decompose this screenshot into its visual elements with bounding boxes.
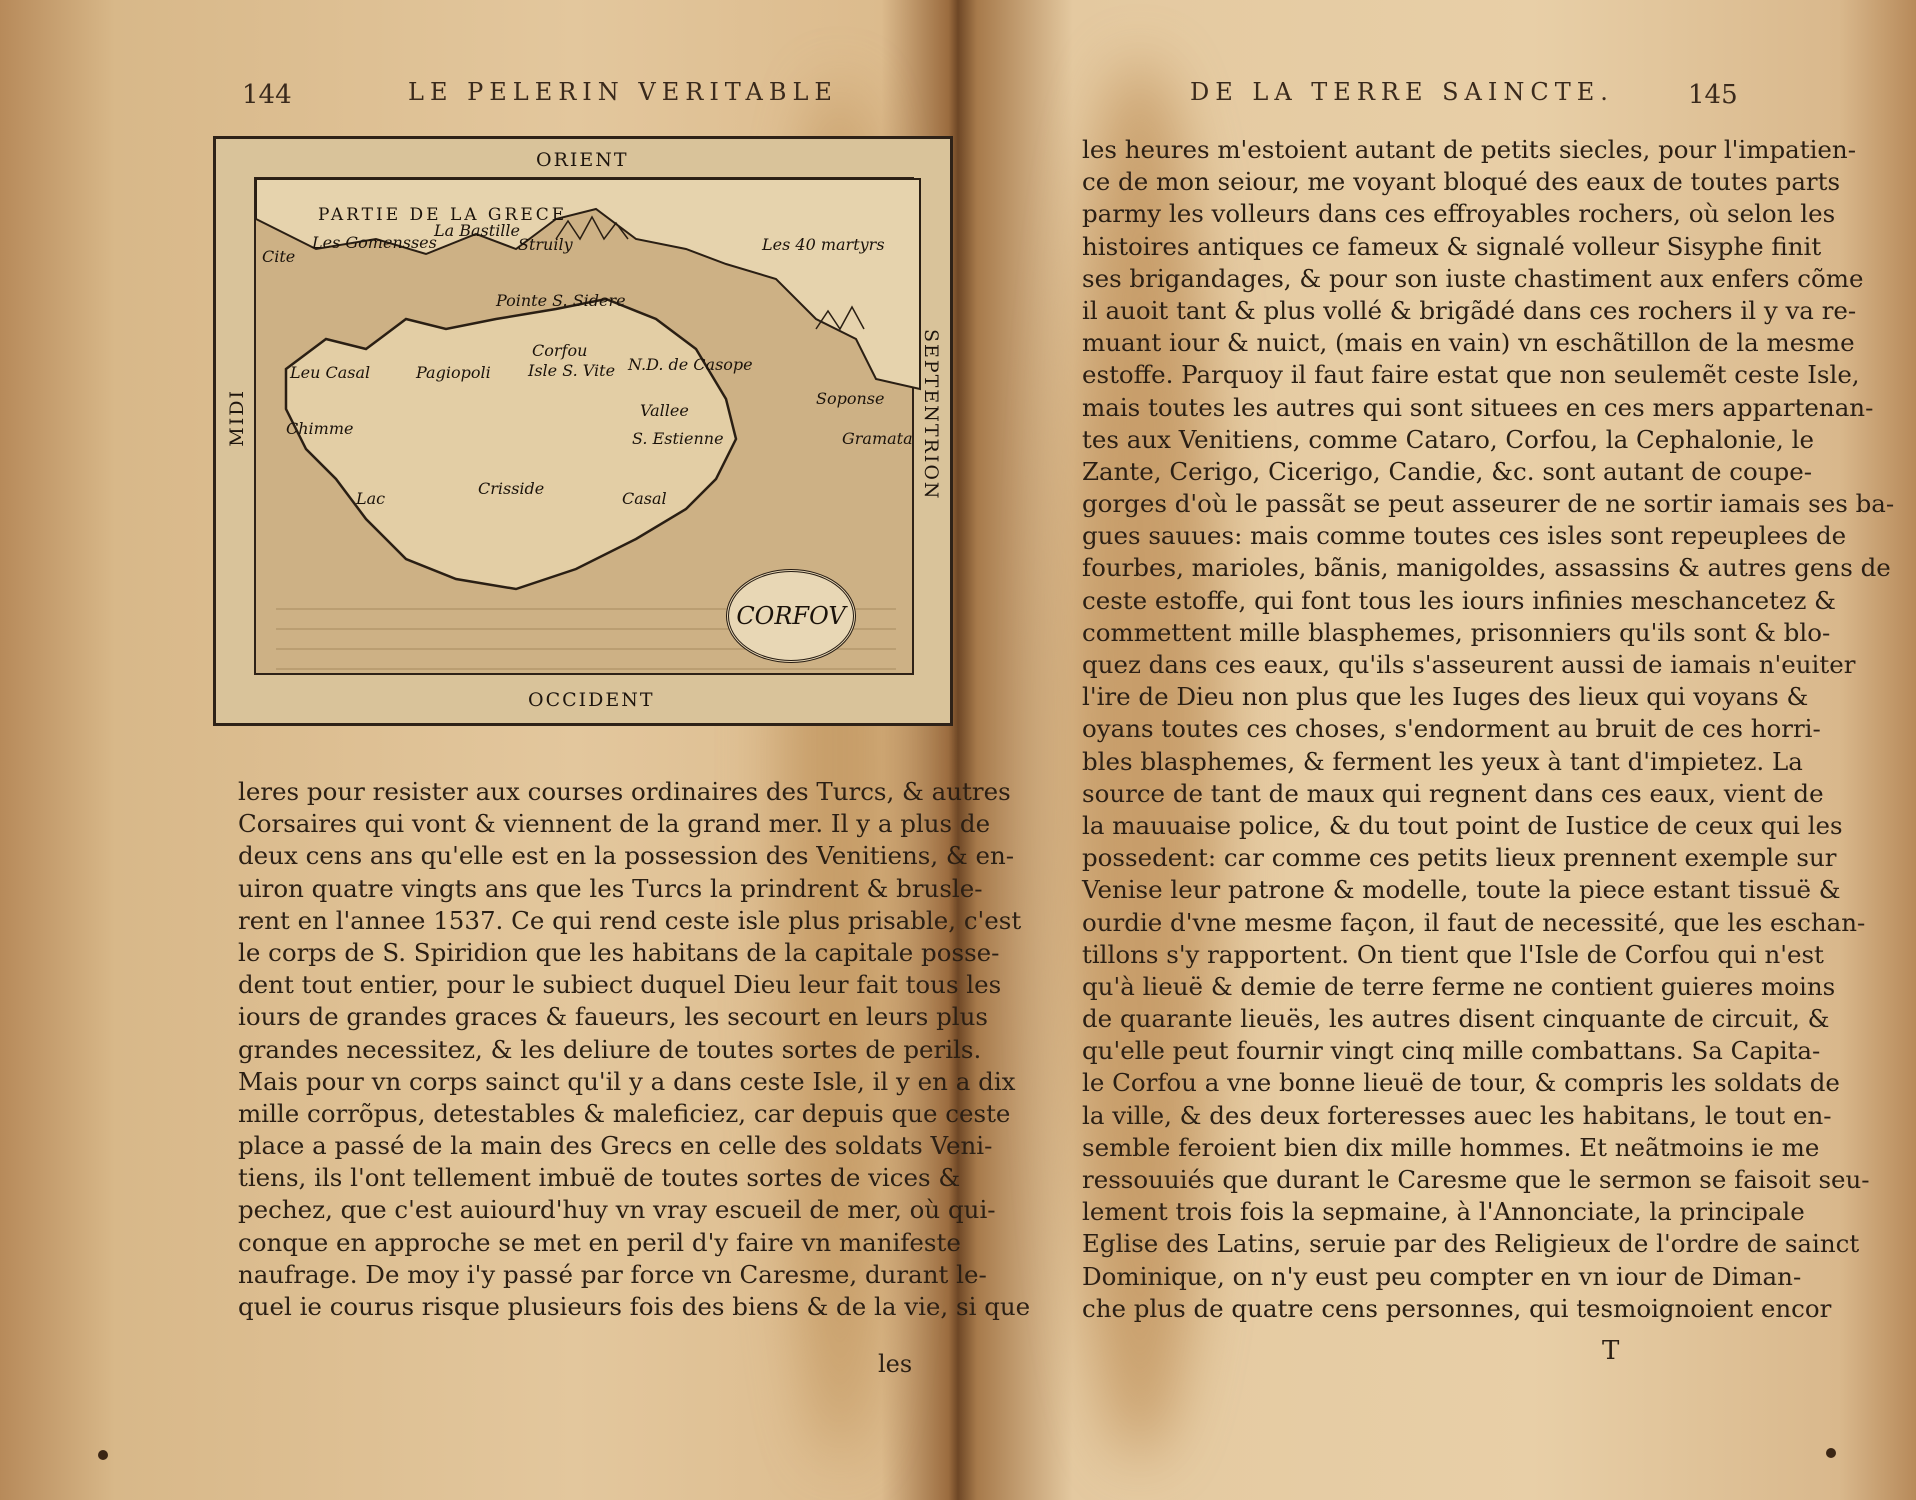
text-line: Mais pour vn corps sainct qu'il y a dans ceste Isle, il y en a dix — [238, 1066, 1016, 1096]
map-place-label: Corfou — [532, 341, 588, 360]
text-line: naufrage. De moy i'y passé par force vn Caresme, durant le- — [238, 1259, 987, 1289]
text-line: Venise leur patrone & modelle, toute la piece estant tissuë & — [1082, 875, 1841, 905]
text-line: lement trois fois la sepmaine, à l'Annonciate, la principale — [1082, 1197, 1805, 1227]
text-line: tes aux Venitiens, comme Cataro, Corfou, la Cephalonie, le — [1082, 424, 1814, 454]
map-place-label: S. Estienne — [632, 429, 724, 448]
map-place-label: Lac — [356, 489, 386, 508]
text-line: les heures m'estoient autant de petits siecles, pour l'impatien- — [1082, 135, 1856, 164]
text-line: le Corfou a vne bonne lieuë de tour, & compris les soldats de — [1082, 1068, 1840, 1098]
text-line: tillons s'y rapportent. On tient que l'Isle de Corfou qui n'est — [1082, 939, 1824, 969]
map-place-label: Pointe S. Sidere — [496, 291, 626, 310]
text-line: place a passé de la main des Grecs en celle des soldats Veni- — [238, 1131, 993, 1161]
text-line: quel ie courus risque plusieurs fois des biens & de la vie, si que — [238, 1292, 1031, 1321]
text-line: la ville, & des deux forteresses auec les habitans, le tout en- — [1082, 1100, 1832, 1130]
text-line: ourdie d'vne mesme façon, il faut de necessité, que les eschan- — [1082, 907, 1866, 937]
text-line: bles blasphemes, & ferment les yeux à tant d'impietez. La — [1082, 746, 1803, 776]
text-line: la mauuaise police, & du tout point de Iustice de ceux qui les — [1082, 810, 1843, 840]
map-place-label: N.D. de Casope — [628, 355, 753, 374]
catchword: les — [878, 1350, 913, 1378]
right-text-block — [1082, 134, 1895, 1325]
text-line: commettent mille blasphemes, prisonniers qu'ils sont & blo- — [1082, 617, 1831, 647]
text-line: ressouuiés que durant le Caresme que le sermon se faisoit seu- — [1082, 1165, 1870, 1194]
text-line: de quarante lieuës, les autres disent cinquante de circuit, & — [1082, 1004, 1830, 1034]
map-place-label: Les 40 martyrs — [762, 235, 885, 254]
left-text-block — [238, 776, 1031, 1323]
text-line: semble feroient bien dix mille hommes. Et neãtmoins ie me — [1082, 1132, 1820, 1162]
text-line: estoffe. Parquoy il faut faire estat que non seulemẽt ceste Isle, — [1082, 360, 1860, 390]
running-head: DE LA TERRE SAINCTE. — [1190, 78, 1614, 106]
map-cartouche — [726, 569, 856, 663]
map-place-label: Pagiopoli — [416, 363, 491, 382]
right-page — [958, 0, 1916, 1500]
text-line: ses brigandages, & pour son iuste chastiment aux enfers cõme — [1082, 263, 1864, 293]
text-line: possedent: car comme ces petits lieux prennent exemple sur — [1082, 843, 1837, 873]
compass-bottom-label: OCCIDENT — [524, 689, 659, 711]
map-area — [254, 177, 914, 675]
map-place-label: Chimme — [286, 419, 354, 438]
text-line: quez dans ces eaux, qu'ils s'asseurent aussi de iamais n'euiter — [1082, 650, 1856, 679]
map-place-label: Cite — [262, 247, 296, 266]
page-number: 145 — [1688, 80, 1738, 110]
page-number: 144 — [242, 80, 292, 110]
text-line: Eglise des Latins, seruie par des Religieux de l'ordre de sainct — [1082, 1229, 1860, 1259]
map-title: PARTIE DE LA GRECE — [318, 205, 568, 225]
text-line: conque en approche se met en peril d'y faire vn manifeste — [238, 1227, 961, 1257]
text-line: parmy les volleurs dans ces effroyables rochers, où selon les — [1082, 199, 1836, 229]
map-place-label: Les Gomensses — [312, 233, 437, 252]
text-line: dent tout entier, pour le subiect duquel Dieu leur fait tous les — [238, 970, 1002, 1000]
running-head: LE PELERIN VERITABLE — [408, 78, 838, 106]
compass-top-label: ORIENT — [532, 149, 633, 171]
text-line: ce de mon seiour, me voyant bloqué des eaux de toutes parts — [1082, 167, 1841, 197]
text-line: deux cens ans qu'elle est en la possession des Venitiens, & en- — [238, 841, 1015, 871]
text-line: leres pour resister aux courses ordinaires des Turcs, & autres — [238, 777, 1011, 806]
ink-blot — [98, 1450, 108, 1460]
text-line: mais toutes les autres qui sont situees en ces mers appartenan- — [1082, 392, 1874, 422]
map-place-label: Isle S. Vite — [528, 361, 616, 380]
text-line: source de tant de maux qui regnent dans ces eaux, vient de — [1082, 778, 1824, 808]
text-line: histoires antiques ce fameux & signalé volleur Sisyphe finit — [1082, 231, 1822, 261]
map-place-label: Crisside — [478, 479, 545, 498]
map-place-label: Struily — [518, 235, 573, 254]
text-line: gues sauues: mais comme toutes ces isles sont repeuplees de — [1082, 521, 1847, 551]
text-line: pechez, que c'est auiourd'huy vn vray escueil de mer, où qui- — [238, 1195, 996, 1225]
map-place-label: Leu Casal — [290, 363, 371, 382]
text-line: tiens, ils l'ont tellement imbuë de toutes sortes de vices & — [238, 1163, 961, 1193]
text-line: ceste estoffe, qui font tous les iours infinies meschancetez & — [1082, 585, 1836, 615]
text-line: oyans toutes ces choses, s'endorment au bruit de ces horri- — [1082, 714, 1821, 744]
text-line: qu'elle peut fournir vingt cinq mille combattans. Sa Capita- — [1082, 1036, 1821, 1066]
text-line: rent en l'annee 1537. Ce qui rend ceste isle plus prisable, c'est — [238, 905, 1022, 935]
text-line: Corsaires qui vont & viennent de la grand mer. Il y a plus de — [238, 809, 991, 839]
text-line: uiron quatre vingts ans que les Turcs la prindrent & brusle- — [238, 873, 983, 903]
text-line: iours de grandes graces & faueurs, les secourt en leurs plus — [238, 1002, 988, 1032]
text-line: mille corrõpus, detestables & maleficiez, car depuis que ceste — [238, 1098, 1011, 1128]
text-line: gorges d'où le passãt se peut asseurer de ne sortir iamais ses ba- — [1082, 489, 1895, 519]
text-line: le corps de S. Spiridion que les habitans de la capitale posse- — [238, 937, 1000, 967]
map-place-label: Gramata — [842, 429, 913, 448]
text-line: Zante, Cerigo, Cicerigo, Candie, &c. sont autant de coupe- — [1082, 456, 1812, 486]
text-line: grandes necessitez, & les deliure de toutes sortes de perils. — [238, 1034, 982, 1064]
text-line: muant iour & nuict, (mais en vain) vn eschãtillon de la mesme — [1082, 328, 1855, 358]
text-line: l'ire de Dieu non plus que les Iuges des lieux qui voyans & — [1082, 682, 1809, 712]
map-illustration — [213, 136, 953, 726]
cartouche-label: CORFOV — [736, 602, 846, 630]
signature-mark: T — [1602, 1336, 1620, 1366]
compass-right-label: SEPTENTRION — [916, 329, 946, 501]
text-line: che plus de quatre cens personnes, qui tesmoignoient encor — [1082, 1293, 1832, 1323]
compass-left-label: MIDI — [222, 389, 252, 447]
ink-blot — [1826, 1448, 1836, 1458]
text-line: il auoit tant & plus vollé & brigãdé dans ces rochers il y va re- — [1082, 295, 1857, 325]
map-place-label: La Bastille — [434, 221, 521, 240]
text-line: qu'à lieuë & demie de terre ferme ne contient guieres moins — [1082, 971, 1836, 1001]
map-place-label: Casal — [622, 489, 667, 508]
map-place-label: Soponse — [816, 389, 885, 408]
map-place-label: Vallee — [640, 401, 689, 420]
text-line: Dominique, on n'y eust peu compter en vn iour de Diman- — [1082, 1261, 1802, 1291]
text-line: fourbes, marioles, bãnis, manigoldes, assassins & autres gens de — [1082, 553, 1891, 583]
